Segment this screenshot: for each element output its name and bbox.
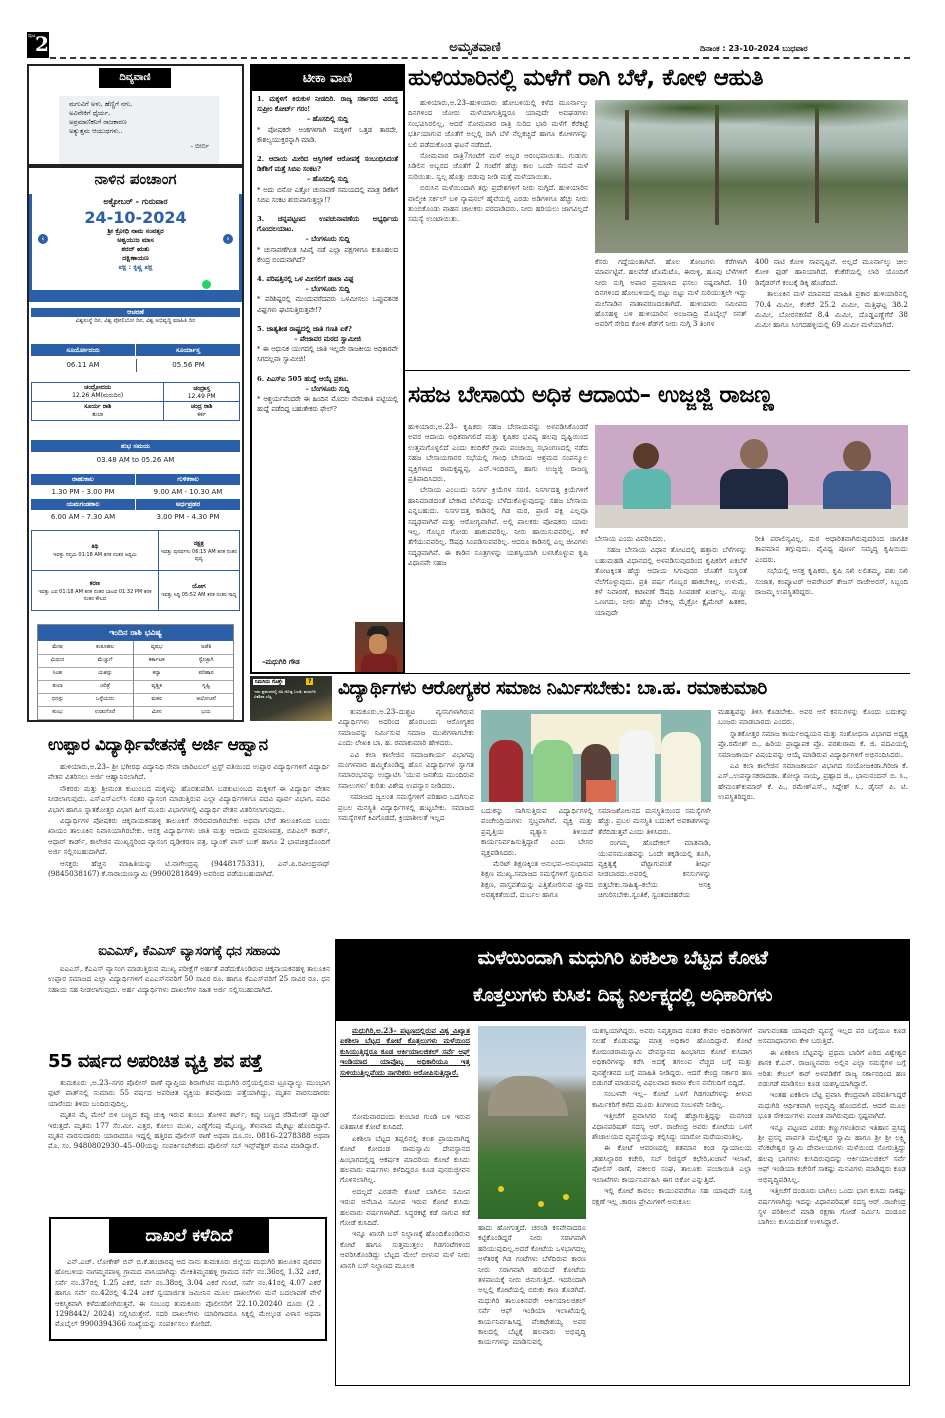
- paragraph: ಏಕಶಿಲಾ ಬೆಟ್ಟದ ತಪ್ಪಲಿನಲ್ಲಿ ಕಲಶ ಪ್ರಾಯವಾಗಿದ್ದ ಕೋಟೆ ಕೋದಂಡ ರಾಮಸ್ವಾಮಿ ದೇವಸ್ಥಾನದ ಹಿಂಭಾಗದಲ್ಲಿದ್ದ ಆಕರ್ಷಕ ಮಾದರಿಯ ಕೋಟೆ ಕುಸಿದು ಹಲವಾರು ವರ್ಷಗಳು ಕಳೆದಿದ್ದರೂ ಕೂಡ ಪುನರುಜ್ಜೀವನ ಗೊಳಿಸಲಾಗಿಲ್ಲ.: [340, 1133, 470, 1185]
- masthead-divider: [50, 57, 910, 59]
- moonset-time: 12.49 PM: [187, 392, 216, 400]
- paragraph: ಅದಲ್ಲದೆ ಎರಡನೇ ಕೋಟೆ ಬಾಗಿಲಿನ ಸಮೀಪ ಇರುವ ಆನೆಬಾವಿ ಸಮೀಪ ಇರುವ ಕೋಟೆ ಕುಸಿದು ಹಲವಾರು ವರ್ಷಗಳಾಗಿದೆ. ಸಿದ್ಧರಕಟ್ಟೆ ಕಡೆ ಸಾಗುವ ಕಡೆ ಗೋಡೆ ಕುಸಿದಿದೆ.: [340, 1186, 470, 1228]
- photo-fort-hill: [478, 1026, 586, 1219]
- yama-label: ಯಮಗಂಡಕಾಲ: [31, 499, 135, 510]
- tithi-label: ತಿಥಿ: [91, 543, 99, 550]
- article-fort-col4: [758, 1026, 906, 1384]
- yama-time: 6.00 AM - 7.30 AM: [50, 513, 116, 521]
- quote-line: ಅಪ್ರಮಾಣಿಕನಿಗೆ ರಾಜಕಾರಣ: [69, 118, 127, 126]
- rashi-box: [37, 624, 234, 720]
- paragraph: ಸಭೆಯಲ್ಲಿ ಆಸಕ್ತ ಕೃಷಿಕರು, ಕೃಷಿ ಸಖಿ ಲಲಿತಮ್ಮ, ಪಶು ಸಖಿ ಸುಜಾತ, ಕಂಪ್ಯೂಟರ್ ಆಪರೇಟರ್ ತೇಜಸ್ ರಾಜೇಅರಸ್, ಸಿಬ್ಬಂದಿ ರಾಜಮ್ಮ ಉಪಸ್ಥಿತರಿದ್ದರು.: [755, 566, 908, 597]
- ad-text: ಇದು ಪ್ರಪಂಚದಲ್ಲಿ ಅತಿ ದೊಡ್ಡ ಬಂಡೆ, ಮಧುಗಿರಿ ಏಕಶಿಲಾ ಬೆಟ್ಟ: [254, 689, 316, 699]
- rashi-sign: ವೃಶ್ಚಿಕ: [134, 680, 180, 693]
- gulika-time: 9.00 AM - 10.30 AM: [153, 488, 223, 496]
- lost-docs-text: [55, 1257, 321, 1339]
- tika-question: 6. ಪಿಎಸ್‌ಐ 505 ಹುದ್ದೆ ಆಯ್ಕೆ ಪ್ರಕಟ.: [257, 374, 349, 383]
- date-line: ದಿನಾಂಕ : 23-10-2024 ಬುಧವಾರ: [700, 44, 808, 53]
- divyavani-box: [27, 64, 244, 166]
- rashi-prediction: ಭಯ: [201, 709, 211, 715]
- ad-badge: ?: [308, 678, 312, 685]
- fort-headline-banner: [335, 939, 910, 1021]
- columnist-photo: [355, 622, 403, 672]
- article-fort-col3: [592, 1026, 752, 1384]
- rashi-sign: ಕರ್ಕಾಟಕ: [134, 654, 180, 667]
- sunrise-label: ಸೂರ್ಯೋದಯ: [31, 344, 135, 356]
- shubha-label: ಶುಭ ಸಮಯ: [31, 440, 240, 452]
- paragraph: ಸೋಮವಾರ ರಾತ್ರಿ7ಗಂಟೆಗೆ ಮಳೆ ಅಬ್ಬರ ಆರಂಭವಾಯಿತು. ಗುಡುಗು ಸಿಡಿಲಿನ ಅಬ್ಬರದ ಜೊತೆಗೆ 2 ಗಂಟೆಗೆ ಹೆಚ್ಚು ಕಾಲ ಒಂದೇ ಸಮನೆ ಮಳೆ ಸುರಿಯಿತು. ಸ್ವಲ್ಪ ಹೊತ್ತು ಬಿಡುವು ನೀಡಿ ಮತ್ತೆ ಮಳೆಯಾಯಿತು.: [408, 151, 588, 181]
- whatsapp-icon[interactable]: [202, 280, 211, 289]
- tika-item: [257, 154, 398, 205]
- paragraph: ಈ ಏಕಶಿಲಾ ಬೆಟ್ಟವನ್ನು ಪ್ರಥಮ ಬಾರಿಗೆ ಏರಿದ ವಿಶ್ವೇಶ್ವರ ಶಾಸಕ ಕೆ.ಎನ್. ರಾಜಣ್ಣನವರು ಅಲ್ಲಿನ ಎಲ್ಲಾ ಸಮಸ್ಯೆಗಳ ಬಗ್ಗೆ ಅರಿತು ಕೇಬಲ್ ಕಾರ್ ಅಳವಡಿಕೆಗೆ ರಾಜ್ಯ ಸರ್ಕಾರದಿಂದ ಹಣ ಬಿಡುಗಡೆ ಮಾಡಿಸಲು ಕೂಡ ಯಶಸ್ವಿಯಾಗಿದ್ದಾರೆ.: [758, 1047, 906, 1089]
- paragraph: ಇತ್ತೀಚೆಗೆ ಪ್ರವಾಸಿಗರ ಸಂಖ್ಯೆ ಹೆಚ್ಚಾಗುತ್ತಿದ್ದನ್ನು ಮನಗಂಡ ವಿಧಾನಪರಿಷತ್ ಸದಸ್ಯ ಆರ್. ರಾಜೇಂದ್ರ ಅವರು ಕೋಟೆಯ ಒಳಗೆ ಶೌಚಾಲಯದ ವ್ಯವಸ್ಥೆಯನ್ನು ಕಲ್ಪಿಸಿದ್ದು ಯಾರೋ ಮರೆಯುವಂತಿಲ್ಲ.: [592, 1111, 752, 1142]
- rashi-row: [38, 680, 233, 693]
- panchanga-blue-band: [29, 290, 242, 302]
- moon-table: [31, 382, 240, 421]
- rashi-row: [38, 706, 233, 719]
- paragraph: ಎನ್.ಎಚ್. ಲೋಕೇಶ್ ಬಿನ್ ಬಿ.ಕೆ.ಹಂಚಾರಪ್ಪ ಆದ ನಾನು ತುಮಕೂರು ಜಿಲ್ಲೆಯ ಮಧುಗಿರಿ ತಾಲೂಕಿನ ಪುರವರ ಹೋಬಳಿಯ ನಾಗಮ್ಮನಪಾಳ್ಯ ಗ್ರಾಮದ ವಾಸಿಯಾಗಿದ್ದು ಮೇಕಿತಿಮ್ಮನಹಳ್ಳಿ ಗ್ರಾಮದ ಸರ್ವೆ ನಂ.36ರಲ್ಲಿ 1.32 ಎಕರೆ, ಸರ್ವೆ ನಂ.37ರಲ್ಲಿ 1.25 ಎಕರೆ, ಸರ್ವೆ ನಂ.38ರಲ್ಲಿ 3.04 ಎಕರೆ ಗುಂಟೆ, ಸರ್ವೆ ನಂ.41ರಲ್ಲಿ 4.07 ಎಕರೆ ಹಾಗೂ ಸರ್ವೆ ನಂ.42ರಲ್ಲಿ 4.24 ಎಕರೆ ಸ್ವಯಾರ್ಜಿತ ಜಮೀನಿನ ಮೂಲ ದಾಖಲೆಗಳು ಮನೆ ಬದಲಾವಣೆ ವೇಳೆ ಆಕಸ್ಮಿಕವಾಗಿ ಕಳೆದುಹೋಗಿರುತ್ತವೆ. ಈ ಸಂಬಂಧ ತುಮಕೂರು ಪೊಲೀಸರಿಗೆ 22.10.20240 ದೂರು (2 . 1298442/ 2024) ಸಲ್ಲಿಸಿರುತ್ತೇನೆ. ಸದರಿ ದಾಖಲೆಗಳು ಯಾರಿಗಾದರೂ ಸಿಕ್ಕಲ್ಲಿ ಮೇಲ್ಕಂಡ ವಿಳಾಸ ಅಥವಾ ಮೊಬೈಲ್ 9900394366 ಸಂಖ್ಯೆಯನ್ನು ಸಂಪರ್ಕಿಸಲು ಕೋರಿದೆ.: [55, 1257, 321, 1329]
- page-number: 2: [35, 32, 49, 56]
- rashi-row: [38, 693, 233, 706]
- tika-vani-box: [250, 64, 405, 674]
- sunrise-time: 06.11 AM: [66, 361, 100, 369]
- tika-question: 1. ಮಕ್ಕಳಿಗೆ ಕಿರುಕುಳ ನೀಡದಿರಿ. ರಾಜ್ಯ ಸರ್ಕಾರದ ವಿರುದ್ಧ ಸುಪ್ರೀಂ ಕೋರ್ಟ್ ಗರಂ!: [257, 95, 398, 114]
- paragraph: ಮೃತನ ಮೈ ಮೇಲೆ ಬಿಳಿ ಬಣ್ಣದ ಕಪ್ಪು ಚುಕ್ಕಿ ಇರುವ ತುಂಬು ತೋಳಿನ ಶರ್ಟ್, ಕಪ್ಪು ಬಣ್ಣದ ರೆಡಿಮೇಡ್ ಪ್ಯಾಂಟ್ ಇರುತ್ತದೆ. ಮೃತನು 177 ಸೆಂ.ಮೀ. ಎತ್ತರ, ಕೋಲು ಮುಖ, ಎಣ್ಣೆಗೆಂಪು ಮೈಬಣ್ಣ, ತೆಳುವಾದ ಮೈಕಟ್ಟು ಹೊಂದಿದ್ದಾನೆ. ಮೃತನ ವಾರಸುದಾರರು ಯಾರಾದರೂ ಇದ್ದಲ್ಲಿ ಹತ್ತಿರದ ಪೊಲೀಸ್ ಠಾಣೆ ಅಥವಾ ದೂ.ಸಂ. 0816–2278388 ಅಥವಾ ಮೊ. ಸಂ. 9480802930–45–00ಯನ್ನು ಸಂಪರ್ಕಿಸಬೇಕೆಂದು ಪೊಲೀಸ್ ಸಬ್ ಇನ್ಸ್‌ಪೆಕ್ಟರ್ ಮನವಿ ಮಾಡಿದ್ದಾರೆ.: [48, 1110, 330, 1151]
- headline-huliyar: ಹುಳಿಯಾರಿನಲ್ಲಿ ಮಳೆಗೆ ರಾಗಿ ಬೆಳೆ, ಕೋಳಿ ಆಹುತಿ: [408, 65, 763, 91]
- article-students-col2: [481, 806, 593, 932]
- rashi-prediction: ಮೆಚ್ಚುಗೆ: [97, 657, 113, 663]
- rashi-prediction: ಯಶಸ್ಸು: [97, 670, 113, 676]
- page-number-badge: [27, 32, 49, 58]
- surya-rashi: ತುಲಾ: [92, 411, 104, 418]
- headline-body-found: 55 ವರ್ಷದ ಅಪರಿಚಿತ ವ್ಯಕ್ತಿ ಶವ ಪತ್ತೆ: [48, 1051, 262, 1072]
- tika-comment: * ಚುನಾವಣೆಗಿಂತ ಸಿಪಿವೈ ನಡೆ ಎಲ್ಲಾ ಪಕ್ಷಗಳಿಗೂ ಕುತೂಹಲದ ಕೇಂದ್ರ ಬಿಂದುವಾಗಿದೆ?: [257, 245, 398, 264]
- page-label: ಪುಟ: [28, 33, 36, 39]
- rahu-time: 1.30 PM - 3.00 PM: [51, 488, 115, 496]
- rashi-table: [38, 641, 233, 720]
- lost-docs-title: ದಾಖಲೆ ಕಳೆದಿದೆ: [109, 1219, 269, 1253]
- chandra-rashi: ಕರ್ಕ: [197, 411, 206, 418]
- columnist-signature: –ಮಧುಗಿರಿ ಗೌಡ: [262, 658, 300, 666]
- tika-source: – ಬೆಂಗಳೂರು ಸುದ್ದಿ: [305, 384, 350, 393]
- article-sahaja-col2: [595, 534, 747, 670]
- panchanga-title: ನಾಳಿನ ಪಂಚಾಂಗ: [94, 170, 177, 188]
- panchanga-line: ಶ್ರೀ ಕ್ರೋಧಿ ನಾಮ ಸಂವತ್ಸರ: [107, 227, 164, 235]
- rashi-prediction: ಸ್ವೇಚ್ಛಾಗಿ: [198, 657, 214, 663]
- paragraph: ತುಮಕೂರು ,ಅ.23–ನಗರ ಪೊಲೀಸ್ ಠಾಣೆ ವ್ಯಾಪ್ತಿಯ ಶಿರಾಗೇಟಿನ ಮಧುಗಿರಿ ರಸ್ತೆಯಲ್ಲಿರುವ ಟ್ರೂವ್ಯಾಲ್ಯು ಮುಂಭಾಗ ಫುಟ್ ಪಾತ್‌ನಲ್ಲಿ ಸುಮಾರು 55 ವರ್ಷದ ಅಪರಿಚಿತ ವ್ಯಕ್ತಿಯ ಶವವೊಂದು ಪತ್ತೆಯಾಗಿದ್ದು, ಮೃತನ ವಾರಸುದಾರರು ಯಾರೆಂದು ತಿಳಿದು ಬಂದಿರುವುದಿಲ್ಲ.: [48, 1078, 330, 1108]
- rashi-prediction: ಉಡುಗೊರೆ: [94, 709, 116, 715]
- tika-question: 2. ಆದಾಯ ಮೀರಿದ ಆಸ್ತಿಗಳಿಕೆ ಆರೋಪಕ್ಕೆ ಸಂಬಂಧಿಸಿದಂತೆ ಡಿಕೆಶಿಗೆ ಮತ್ತೆ ಸಿಬಿಐ ಸಂಕಟ?: [257, 155, 398, 174]
- paragraph: ಬೇಸಾಯ ಎಂದು ವಿವರಿಸಿದರು.: [595, 534, 666, 543]
- paragraph: ಸೋಮವಾರದಂದು ಕುಂಬಾರ ಗುಂಡಿ ಬಳಿ ಇರುವ ಐತಿಹಾಸಿಕ ಕೋಟೆ ಕುಸಿದಿದೆ.: [340, 1112, 470, 1132]
- rashi-sign: ಕನ್ಯಾ: [134, 667, 180, 680]
- paragraph: ಸಂಬಳವೇ ಇಲ್ಲ– ಕೋಟೆ ಒಳಗೆ ಗಿಡಗಂಟೆಗಳನ್ನು ಕೀಳುವ ಕಾರ್ಮಿಕರಿಗೆ ಕಳೆದ ಮೂರು ತಿಂಗಳಿಂದ ಸಂಬಳವೇ ನೀಡಿಲ್ಲ.: [592, 1089, 752, 1109]
- paragraph: ಇನ್ನೂ ಪಟ್ಟಣದ ಎರಡು ಕಣ್ಣುಗಳಂತಿರುವ ಇತಿಹಾಸ ಪ್ರಸಿದ್ಧ ಶ್ರೀ ಪ್ರಸನ್ನ ಪಾರ್ವತಿ ಮಲ್ಲೇಶ್ವರ ಸ್ವಾಮಿ ಹಾಗೂ ಶ್ರೀ ಶ್ರೀ ಲಕ್ಷ್ಮಿ ವೆಂಕಟೇಶ್ವರ ಸ್ವಾಮಿ ದೇವಾಲಯಗಳು ಮಳೆಯಿಂದ ಸೋರುತ್ತಿದ್ದು ಹಲವು ಭಾಗಗಳು ಕುಸಿದಿರುವುದನ್ನು ಆರ್ಕಿಯಾಲಜಿಕಲ್ ಸರ್ವೆ ಆಫ್ ಇಂಡಿಯಾ ಕಚೇರಿಗೆ ಸಾಕಷ್ಟು ಮನವಿಗಳು ಮಾಡಿದ್ದರು ಕೂಡ ಅಭಿವೃದ್ಧಿಪಡಿಸಿಲ್ಲ.: [758, 1122, 906, 1184]
- paragraph: ಹುಳಿಯಾರು,ಅ.23–ಹುಳಿಯಾರು ಹೋಬಳಿಯಲ್ಲಿ ಕಳೆದ ಮೂರ್ನಾಲ್ಕು ದಿನಗಳಿಂದ ಜೋರು ಮಳೆಯಾಗುತ್ತಿದ್ದರೂ ಯಾವುದೇ ಅವಘಡಗಳು ಸಂಭವಿಸಿರಲಿಲ್ಲ, ಆದರೆ ಸೋಮವಾರ ರಾತ್ರಿ ಸುರಿದ ಭಾರಿ ಮಳೆಗೆ ಕೆರೆಕಟ್ಟೆ ಭರ್ತಿಯಾಗುವ ಜೊತೆಗೆ ಅಲ್ಲಲ್ಲಿ ರಾಗಿ ಬೆಳೆ ನೆಲ್ಲಕಚ್ಚಿದೆ ಹಾಗೂ ಕೋಳಿಗಳನ್ನು ಬಲಿ ಪಡೆದುಕೊಂಡ ಘಟನೆ ನಡೆದಿದೆ.: [408, 98, 588, 149]
- paragraph: ಹುಳಿಯಾರು,ಅ.23– ಶ್ರೀ ಭಗೀರಥ ವಿದ್ಯಾನಿಧಿ ಸೇವಾ ಚಾರಿಟಬಲ್ ಟ್ರಸ್ಟ್ ವತಿಯಿಂದ ಉಪ್ಪಾರ ವಿದ್ಯಾರ್ಥಿಗಳಿಗೆ ವಿದ್ಯಾರ್ಥಿ ವೇತನ ವಿತರಿಸಲು ಅರ್ಜಿ ಆಹ್ವಾನಿಸಲಾಗಿದೆ.: [48, 762, 330, 782]
- tika-question: 3. ಚನ್ನಪಟ್ಟಣದ ಉಪಚುನಾವಣೆಯ ಅಭ್ಯರ್ಥಿಯ ಗೊಂದಲಯಾಟ.: [257, 215, 398, 234]
- gulika-label: ಗುಳಿಕಕಾಲ: [136, 474, 240, 485]
- paragraph: ಕೆಸರು ಗದ್ದೆಯಂತಾಗಿವೆ. ಹೊಲ ತೋಟಗಳು ಕೆರೆಗಳಾಗಿ ಮಾರ್ಪಟ್ಟಿವೆ. ಹಲವೆಡೆ ಟೊಮೆಟೊ, ಈರುಳ್ಳಿ, ಹೂವು ಬೆಳೆಗಳಿಗೆ ನೀರು ನುಗ್ಗಿ ಅಪಾರ ಪ್ರಮಾಣದ ಫಸಲು ನಷ್ಟವಾಗಿದೆ. 10 ದಿನಗಳಿಂದ ಹೋಬಳಿಯಲ್ಲಿ ಬಿಟ್ಟು ಬಿಟ್ಟು ಮಳೆ ಸುರಿಯುತ್ತಲೇ ಇದ್ದು ಮಲೆನಾಡಿನ ವಾತಾವರಣದಂತಾಗಿದೆ. ಹುಳಿಯಾರು ಸಮೀಪದ ಹೊಸಹಳ್ಳಿ ಬಳಿ ಹುಳಿಯಾರಿನ ಅಂಜನಾದ್ರಿ ಮೊಬೈಲ್ಸ್ ಸನತ್ ಅವರಿಗೆ ಸೇರಿದ ಕೋಳಿ ಶೆಡ್‌ಗೆ ನೀರು ನುಗ್ಗಿ 3 ತಿಂಗಳ: [595, 257, 747, 329]
- paragraph: ಮಧುಗಿರಿ,ಅ.23– ಪಟ್ಟಣದಲ್ಲಿರುವ ವಿಶ್ವ ವಿಖ್ಯಾತ ಏಕಶಿಲಾ ಬೆಟ್ಟದ ಕೋಟೆ ಕೊತ್ತಲುಗಳು ಮಳೆಯಿಂದ ಕುಸಿಯುತ್ತಿದ್ದರೂ ಕೂಡ ಆರ್ಕಿಯಾಲಜಿಕಲ್ ಸರ್ವೆ ಆಫ್ ಇಂಡಿಯಾದ ಯಾವೊಬ್ಬ ಅಧಿಕಾರಿಯೂ ಇತ್ತ ಸುಳಿಯುತ್ತಿಲ್ಲವೆಂದು ನಾಗರಿಕರು ಆರೋಪಿಸುತ್ತಿದ್ದಾರೆ.: [340, 1026, 470, 1077]
- rashi-prediction: ಪರಿಹಾರ: [198, 670, 214, 676]
- tika-source: – ಬೆಂಗಳೂರು ಸುದ್ದಿ: [305, 285, 350, 294]
- tika-comment: * ಪರಿಶಿಷ್ಟರಲ್ಲಿ ಮುಂದುವರೆದವರು ಒಳಮೀಸಲು ಒಪ್ಪುವತನಕ ವಿಘ್ನಗಳು ಘಟಿಸುತ್ತಿರುತ್ತವೇ!?: [257, 295, 398, 314]
- panchanga-date-card: [29, 194, 242, 298]
- tika-question: 4. ಪರಿಷತ್ತಿನಲ್ಲಿ ಒಳ ಮೀಸಲಿಗೆ ಡಾಟಾ ವಿಘ್ನ: [257, 275, 355, 284]
- article-ias: [48, 964, 330, 1046]
- nakshatra-label: ನಕ್ಷತ್ರ: [193, 539, 204, 547]
- paragraph: ಮಹತ್ವವನ್ನು ತಿಳಿಸಿ ಕೊಡಬೇಕು. ಅವರ ಆಸೆ ಕನಸುಗಳನ್ನು ಕೊಂದು ಬದುಕನ್ನು ಬಂಜರು ಮಾಡಬಾರದು ಎಂದರು.: [718, 707, 908, 727]
- divyavani-title: ದಿವ್ಯವಾಣಿ: [99, 68, 171, 88]
- masthead: [0, 0, 945, 60]
- paragraph: ಈ ಕೋಟೆ ಆವರಣದಲ್ಲಿ ಶತಮಾನ ಕಂಡ ನ್ಯಾಯಾಲಯ ,ತಹಸಿಲ್ದಾರರ ಕಚೇರಿ, ಸಬ್ ರಿಜಿಸ್ಟರ್ ಕಛೇರಿ,ಖಜಾನೆ ಇಲಾಖೆ, ಪೋಲಿಸ್ ಠಾಣೆ, ವಕೀಲರ ಸಂಘ, ತಾಲೂಕು ಪಂಚಾಯಿತಿ ಎಲ್ಲಾ ಇಲಾಖೆಗಳು ಕಾರ್ಯನಿರ್ವಹಿಸಿ ಈಗ ಬಿಕೋ ಎನ್ನುತ್ತಿದೆ.: [592, 1143, 752, 1184]
- paragraph: ಯಶಸ್ವಿಯಾಗಿದ್ದರು. ಅವರು ನಿವೃತ್ತರಾದ ನಂತರ ಕೇವಲ ಅಧಿಕಾರಿಗಳಿಗೆ ಸಲಹೆ ಕೊಡುವಷ್ಟು ಮಾತ್ರ ಅಧಿಕಾರ ಹೊಂದಿದ್ದಾರೆ. ಕೋಟೆ ಕೋದಂಡರಾಮಸ್ವಾಮಿ ದೇವಸ್ಥಾನದ ಹಿಂಭಾಗದ ಕೋಟೆ ಕುಸಿದಾಗ ಅಧಿಕಾರಿಗಳನ್ನು ಕರೆಸಿ ಅದಕ್ಕೆ ತಗಲುವ ವೆಚ್ಚದ ಬಗ್ಗೆ ಮತ್ತು ಪುನಶ್ಚೇತನದ ಬಗ್ಗೆ ಮಾಹಿತಿ ನೀಡಿದ್ದರು. ಆದರೆ ಕೇಂದ್ರ ಸರ್ಕಾರ ಹಣ ಬಿಡುಗಡೆ ಮಾಡುವಲ್ಲಿ ವಿಫಲವಾದ ಕಾರಣ ಕೆಲಸ ನನೆಗುದಿಗೆ ಬಿದ್ದಿದೆ.: [592, 1026, 752, 1088]
- karana-text: ಇವತ್ತು ಬವ 01:18 AM ತನಕ ನಂತರ ಬಾಲವ 01:32 PM ತನಕ ನಂತರ ಕೌಲವ: [38, 588, 152, 602]
- headline-students: ವಿದ್ಯಾರ್ಥಿಗಳು ಆರೋಗ್ಯಕರ ಸಮಾಜ ನಿರ್ಮಿಸಬೇಕು: ಬಾ.ಹ. ರಮಾಕುಮಾರಿ: [338, 678, 767, 699]
- paragraph: ಬಿರುಸಿನ ಮಳೆಯಿಂದಾಗಿ ತಗ್ಗು ಪ್ರದೇಶಗಳಿಗೆ ನೀರು ನುಗ್ಗಿದೆ. ಹುಳಿಯಾರಿನ ವಾಲ್ಮೀಕಿ ಸರ್ಕಲ್ ಬಳಿ ನ್ಯಾಷನಲ್ ಹೈವೆಯಲ್ಲಿ ಎರಡು ಅಡಿಗಳಿಗೂ ಹೆಚ್ಚು ನೀರು ತುಂಬಿಕೊಂಡು ವಾಹನ ಚಾಲಕರು ಪರದಾಡಿದರು. ನೀರು ಹರಿಯಲು ಜಾಗವಿಲ್ಲದೆ ಸಮಸ್ಯೆ ಉಂಟಾಯಿತು.: [408, 183, 588, 224]
- tika-comment: * ಪೋಷಕರೇ ಅಂಕಗಳಿಗಾಗಿ ಮಕ್ಕಳಿಗೆ ಒತ್ತಡ ತಾರದೇ, ಕೌಶಲ್ಯಯುಕ್ತರನ್ನಾಗಿ ಮಾಡಿ.: [257, 125, 398, 144]
- ardha-label: ಅರ್ಧಪ್ರಹರ: [136, 499, 240, 510]
- rashi-sign: ಮಕರ: [134, 693, 180, 706]
- article-sahaja-col1: [408, 422, 588, 670]
- tika-item: [257, 214, 398, 265]
- article-sahaja-col3: [755, 534, 908, 670]
- rashi-sign: ಧನಸ್ಸು: [51, 696, 64, 702]
- article-students-col4: [718, 707, 908, 932]
- rashi-row: [38, 654, 233, 667]
- paragraph: ವಿದ್ಯಾರ್ಥಿಗಳ ಪೋಷಕರು ಚಿಕ್ಕನಾಯಕನಹಳ್ಳಿ ತಾಲೂಕಿಗೆ ಸೇರಿದವರಾಗಿರಬೇಕು ಅಥವಾ ಬೇರೆ ತಾಲೂಕಿನಿಂದ ಬಂದು ಖಾಯಂ ತಾಲೂಕಿನ ನಿವಾಸಿಯಾಗಿರಬೇಕು. ಆಸಕ್ತ ವಿದ್ಯಾರ್ಥಿಗಳು ಜಾತಿ ಮತ್ತು ಆದಾಯ ಪ್ರಮಾಣಪತ್ರ, ಬಿಪಿಎಲ್ ಕಾರ್ಡ್, ಆಧಾರ್ ಕಾರ್ಡ್, ಕಾಲೇಜಿನ ಮುಖ್ಯಸ್ಥರಿಂದ ವ್ಯಾಸಂಗ ದೃಢೀಕರಣ ಪತ್ರ, ಬ್ಯಾಂಕ್ ಪಾಸ್ ಬುಕ್ ಹಾಗೂ 2 ಭಾವಚಿತ್ರದೊಂದಿಗೆ ಅರ್ಜಿ ಸಲ್ಲಿಸಬಹುದಾಗಿದೆ.: [48, 816, 330, 857]
- paksha: ಪಕ್ಷ : ಕೃಷ್ಣ ಪಕ್ಷ: [118, 263, 153, 271]
- moonrise-time: 12.26 AM(ಮರುದಿನ): [72, 392, 124, 399]
- photo-plant-ceremony: [481, 710, 711, 802]
- panchanga-line: ಶರದ್ ಋತು: [121, 245, 150, 253]
- special-day-text: ವಿಶ್ವಸಂಸ್ಥೆ ದಿನ, ವಿಶ್ವ ಪೋಲಿಯೋ ದಿನ, ವಿಶ್ವ ಅಭಿವೃದ್ಧಿ ಮಾಹಿತಿ ದಿನ: [75, 318, 196, 324]
- article-huliyar-col1: [408, 98, 588, 366]
- paragraph: ಐಎಎಸ್, ಕೆಎಎಸ್ ವ್ಯಾಸಂಗ ಮಾಡುತ್ತಿರುವ ಮುಖ್ಯ ಪರೀಕ್ಷೆಗೆ ಅರ್ಹತೆ ಪಡೆದುಕೊಂಡಿರುವ ಚಿಕ್ಕನಾಯಕನಹಳ್ಳಿ ತಾಲೂಕಿನ ಉಪ್ಪಾರ ಸಮಾಜದ ಎಲ್ಲಾ ವಿದ್ಯಾರ್ಥಿಗಳಿಗೆ ಐಎಎಸ್‌ನವರಿಗೆ 50 ಸಾವಿರ ರೂ. ಹಾಗೂ ಕೆಎಎಸ್‌ವರಿಗೆ 25 ಸಾವಿರ ರೂ. ಧನ ಸಹಾಯ ಸಹ ನೀಡಲಾಗುವುದು. ಅರ್ಹ ವಿದ್ಯಾರ್ಥಿಗಳು ದಾಖಲೆಗಳ ಸಹಿತ ಅರ್ಜಿ ಸಲ್ಲಿಸಬಹುದಾಗಿದೆ.: [48, 964, 330, 994]
- photo-meeting: [595, 425, 908, 528]
- paragraph: ವಾಗುವಂತಹ ಯಾವುದೇ ವ್ಯವಸ್ಥೆ ಇಲ್ಲದ ವರ ಬಗ್ಗೆಯೂ ಕೂಡ ಅಸಮಾಧಾನಗಳು ಕೇಳಿ ಬರುತ್ತಿದೆ.: [758, 1026, 906, 1046]
- rashi-sign: ಮೀನ: [134, 706, 180, 719]
- tithi-text: ಇವತ್ತು ಸಪ್ತಮಿ 01:18 AM ತನಕ ನಂತರ ಅಷ್ಟಮಿ: [53, 552, 137, 558]
- headline-sahaja: ಸಹಜ ಬೇಸಾಯ ಅಧಿಕ ಆದಾಯ– ಉಜ್ಜಜ್ಜಿ ರಾಜಣ್ಣ: [408, 382, 774, 408]
- paragraph: ಮೆರಿಟ್ ಶಿಕ್ಷಣಕ್ಕಿಂತ ಅನುಭವ–ಅನುಭಾವದ ಶಿಕ್ಷಣ ಮುಖ್ಯ.ಸಮಾಜದ ಸಮಸ್ಯೆಗಳಿಗೆ ಸ್ಪಂದಿಸುವ ಶಿಕ್ಷಣ, ವಾಸ್ತವತೆಯನ್ನು ಎತ್ತಿತೋರಿಸುವ ಜ್ಞಾನದ ಅವಶ್ಯಕತೆಯಿದೆ. ದುರ್ಬಲ ಹಾಗೂ: [481, 859, 593, 900]
- quote-author: - ಬೀರ್ಬಿ: [190, 142, 209, 150]
- yoga-label: ಯೋಗ: [192, 583, 206, 590]
- paragraph: ಇಂತಹ ಏಕಶಿಲಾ ಬೆಟ್ಟ ಪ್ರವಾಸಿ ಕೇಂದ್ರವಾಗಿ ಪರಿವರ್ತಿಸಿದ್ದರೆ ಮಧುಗಿರಿ ಆರ್ಥಿಕವಾಗಿ ಅಭಿವೃದ್ಧಿ ಹೊಂದಲಿದೆ. ಆದರೆ ಮೂಲ ಭೂತ ಸೌಕರ್ಯಗಳು ವಂಚಿತ ವಾಗಿರುವುದು ಸ್ಪಷ್ಟವಾಗಿದೆ.: [758, 1090, 906, 1121]
- rashi-row: [38, 667, 233, 680]
- quote-line: ಅತ್ಯುತ್ತಮ ಆಯುಧಗಳು..: [69, 127, 123, 135]
- tika-comment: * ಆಶ್ಚರ್ಯವೆಂದರೇ ಈ ಹಿಂದಿನ ಮೊದಲ ನೇಮಕಾತಿ ಪಟ್ಟಿಯಲ್ಲಿ ಹುದ್ದೆ ಪಡೆದಿದ್ದ ಬಹುತೇಕರು ಫೇಲ್?: [257, 395, 398, 414]
- tika-comment: * ಅದು ಬಿನೋ ಎತ್ತೋ ಚುನಾವಣೆ ಸಮಯದಲ್ಲಿ ಮಾತ್ರ ಡಿಕೆಶಿಗೆ ಸಿಬಿಐ ಸಂಕಟ ಶುರುವಾಗುತ್ತಲ್ಲಾ!?: [257, 185, 398, 204]
- divyavani-quote: [59, 96, 219, 164]
- article-huliyar-col3: [755, 257, 908, 369]
- tika-question: 5. ಜಾತ್ಯತೀತ ರಾಷ್ಟ್ರದಲ್ಲಿ ಜಾತಿ ಗಣತಿ ಏಕೆ?: [257, 324, 352, 333]
- paragraph: ಸಮಾಜಶೋಲನದ ಮನಸ್ಥಿತಿಯಿಂದ ಸಮಸ್ಯೆಗಳೇ ಹೆಚ್ಚು. ಪ್ರಬಲ ಮನಸ್ಥಿತಿ ಬದುಕಿಗೆ ಅವಕಾಶಗಳನ್ನು ತೆರೆದಿಡುತ್ತವೆ ಎಂದು ತಿಳಿಸಿದರು.: [598, 806, 711, 836]
- article-students-col3: [598, 806, 711, 932]
- rashi-prediction: ಆಲೋಚನೆ: [196, 696, 216, 702]
- rashi-sign: ಮೇಷ: [52, 643, 63, 650]
- rashi-sign: ವೃಷಭ: [134, 641, 180, 654]
- sunset-time: 05.56 PM: [136, 359, 240, 372]
- tika-source: – ಹೊಸದಿಲ್ಲಿ ಸುದ್ದಿ: [306, 175, 349, 184]
- rashi-title: ಇಂದಿನ ರಾಶಿ ಭವಿಷ್ಯ: [38, 625, 233, 641]
- moonrise-label: ಚಂದ್ರೋದಯ: [84, 384, 112, 391]
- tika-item: [257, 274, 398, 315]
- divider: [335, 673, 910, 674]
- rashi-prediction: ಅಡೆತಿ: [200, 643, 212, 650]
- paragraph: ರೀತಿ ಪರಾಲಿನ್ಯವಿಲ್ಲ. ಮರ ಆಧಾರಿತವಾಗಿರುವುದರಿಂದ ಜಾಗತಿಕ ತಾಪಮಾನ ತಗ್ಗುವುದು. ವೈವಿಧ್ಯ ಪೂರ್ಣ ಸಮೃದ್ಧ ಕೃಷಿಯಿದು ಎಂದರು.: [755, 534, 908, 564]
- paragraph: ತುಮಕೂರು,ಅ.23–ದುಶ್ಚಟ ವ್ಯಸನಿಗಳಾಗಿರುವ ವಿದ್ಯಾರ್ಥಿಗಳು ಅದರಿಂದ ಹೊರಬಂದು ಆರೋಗ್ಯಕರ ಸಮಾಜವನ್ನು ನಿರ್ಮಿಸುವ ಸಮಾಜ ಮುಖಿಗಳಾಗಬೇಕು ಎಂದು ಲೇಖಕಿ ಬಾ. ಹ. ರಮಾಕುಮಾರಿ ಹೇಳಿದರು.: [338, 707, 474, 748]
- photo-flooded-field: [595, 100, 908, 253]
- paragraph: ಇತ್ತೀಚೆಗೆ ದಂಡೂರು ಬಾಗಿಲು ಒಂದು ಭಾಗ ಕುಸಿದು ಸಾಕಷ್ಟು ವರ್ಷಗಳಾಗಿದ್ದು ಇದನ್ನು ವಿಧಾನಪರಿಷತ್ ಸದಸ್ಯ ಆರ್ .ರಾಜೇಂದ್ರ ಸ್ಥಳ ಪರಿಶೀಲನೆ ಮಾಡಿ ರಕ್ಷಣಾ ಗೋಡೆ ನಿರ್ಮಿಸಿ ದಂಡೂರ ಬಾಗಿಲು ಕುಸಿಯದಂತೆ ಉಳಿಸಿದ್ದಾರೆ.: [758, 1186, 906, 1227]
- rashi-prediction: ಸೃಷ್ಟಿ: [202, 683, 211, 689]
- article-students-col1: [338, 707, 474, 932]
- paragraph: 400 ನಾಟಿ ಕೋಳಿ ಸಾವನ್ನಪ್ಪಿವೆ. ಅಲ್ಲದೆ ಮೂರ್ನಾಲ್ಕು ಚೀಲ ಕೋಳಿ ಫುಡ್ ಹಾನಿಯಾಗಿದೆ. ಕೆಂಕೆರೆಯಲ್ಲಿ ಲಾರಿ ಯೊಂದಿಗೆ ಡಿವೈಡರ್‌ಗೆ ಕಂಬಕ್ಕೆ ಡಿಕ್ಕಿ ಹೊಡೆದಿದೆ.: [755, 257, 908, 287]
- ad-title: ನಿಮಗಿದು ಗೊತ್ತೇ: [255, 679, 283, 685]
- headline-fort-line2: ಕೊತ್ತಲುಗಳು ಕುಸಿತ: ದಿವ್ಯ ನಿರ್ಲಕ್ಷ್ಯದಲ್ಲಿ ಅಧಿಕಾರಿಗಳು: [473, 985, 772, 1006]
- shubha-time: 03.48 AM to 05.26 AM: [96, 456, 175, 464]
- rashi-sign: ಮಿಥುನ: [50, 657, 65, 663]
- tithi-table: [31, 530, 240, 611]
- tika-vani-title: ಟೀಕಾ ವಾಣಿ: [252, 66, 403, 91]
- paragraph: ಹಾದು ಹೋಗುತ್ತದೆ. ಚರಂಡಿ ಕಸವೇನಾದರೂ ಕಟ್ಟಿಕೊಂಡಿದ್ದರೆ ನೀರು ಸರಾಗವಾಗಿ ಹರಿಯುವುದಿಲ್ಲ.ಅದರೆ ಕೋಟೆಯ ಒಳಭಾಗದಲ್ಲ ಅಳೆತರಕ್ಕೆ ಗಿಡ ಗಂಟೆಗಳು ಬೆಳೆದಿರುವ ಕಾರಣ ನೀರು ಸರಾಗವಾಗಿ ಹರಿಯದೆ ಕೋಟೆಯ ತಳಪಾಯಕ್ಕೆ ನೀರು ಜಿನುಗುತ್ತಿದೆ. ಇದರಿಂದಾಗಿ ಅಲ್ಲಲ್ಲಿ ಕೋಟೆಯಲ್ಲಿ ಬಿರುಕು ಕಾಣ ತೊಡಗಿದೆ. ಮಧುಗಿರಿ ತಾಲೂಕಿನವರೇ ಆರ್ಕಿಯಾಲಜಿಕಲ್ ಸರ್ವೆ ಆಫ್ ಇಂಡಿಯಾ ಇಲಾಖೆಯಲ್ಲಿ ಕಾರ್ಯನಿರ್ವಹಿಸಿದ್ದ ವೆಂಕಟೇಶಯ್ಯ ಅವರ ಕಾಲದಲ್ಲಿ ಬೆಟ್ಟಕ್ಕೆ ಹಲವಾರು ಅಭಿವೃದ್ಧಿ ಕಾರ್ಯಗಳನ್ನು ಮಾಡಿಸುವಲ್ಲಿ: [478, 1223, 586, 1347]
- tika-source: – ಪೇಜಾವರ ಮಠದ ಸ್ವಾಮೀಜಿ: [294, 335, 361, 344]
- paragraph: ಇಲ್ಲಿ ಕೋಟೆ ಕಾವಲು ಕಾಯುವವರೆಗೂ ಸಹ ಯಾವುದೇ ಸೂಕ್ತ ರಕ್ಷಣೆ ಇಲ್ಲ .ಕಾರಣ ಪ್ರೇಮಿಗಳಿಗೆ ಅನುಕೂಲ: [592, 1186, 752, 1206]
- headline-fort-line1: ಮಳೆಯಿಂದಾಗಿ ಮಧುಗಿರಿ ಏಕಶಿಲಾ ಬೆಟ್ಟದ ಕೋಟೆ: [477, 947, 768, 969]
- paragraph: ಹುಳಿಯಾರು,ಅ.23– ಕೃಷಿಕರು ಸಹಜ ಬೇಸಾಯವನ್ನು ಅಳವಡಿಸಿಕೊಂಡರೆ ಅವರ ಆದಾಯ ಅಧಿಕವಾಗಲಿದೆ ಮತ್ತು ಕೃಷಿಕರ ಭವಿಷ್ಯ ಹಲವು ದೃಷ್ಟಿಯಿಂದ ಉತ್ತಮಗೊಳ್ಳಲಿದೆ ಎಂದು ಕಂದಿಕೆರೆ ಗ್ರಾಮ ಪಂಚಾಯ್ತಿ ಸಭಾಂಗಣದಲ್ಲಿ ನಡೆದ ಸಹಜ ಬೇಸಾಯಗಾರರ ಸಭೆಯಲ್ಲಿ ಗಾಂಧಿ ಬೇಸಾಯ ಆಶ್ರಮದ ಸಂಪನ್ಮೂಲ ವ್ಯಕ್ತಿಗಳಾದ ರಾಮಕೃಷ್ಣಪ್ಪ, ಎನ್.ಇಂದಿರಮ್ಮ ಹಾಗು ಉಜ್ಜಜ್ಜಿ ರಾಜಣ್ಣ ಪ್ರತಿಪಾದಿಸಿದರು.: [408, 422, 588, 484]
- rahu-label: ರಾಹುಕಾಲ: [31, 474, 135, 485]
- rashi-prediction: ಒಳ್ಳೆಯದು: [95, 696, 115, 702]
- karana-label: ಕರಣ: [89, 579, 100, 587]
- paragraph: ಆಸಕ್ತರು ಹೆಚ್ಚಿನ ಮಾಹಿತಿಯನ್ನು ಟಿ.ನಾಗೇಂದ್ರಪ್ಪ (9448175331), ಎನ್.ಪಿ.ರವೀಂದ್ರನಾಥ್ (9845038167) ಕೆ.ನಾರಾಯಣಸ್ವಾಮಿ (9900281849) ಅವರಿಂದ ಪಡೆಯಬಹುದಾಗಿದೆ.: [48, 858, 330, 879]
- tika-comment: * ಈ ಆಧುನಿಕ ಯುಗದಲ್ಲಿ ಜಾತಿ ಇಲ್ಲದೇ ರಾಜಕೀಯ ಅಧಿಕಾರವೇ ಸಿಗದಲ್ಲವಾ ಸ್ವಾಮೀಜಿ!: [257, 345, 398, 364]
- article-huliyar-col2: [595, 257, 747, 369]
- tika-vani-list: [252, 91, 403, 426]
- panchanga-line: ದಕ್ಷಿಣಾಯಣ: [122, 254, 149, 262]
- paragraph: ಸ್ನಾತಕೋತ್ತರ ಸಮಾಜ ಕಾರ್ಯಅಧ್ಯಯನ ಮತ್ತು ಸಂಶೋಧನಾ ವಿಭಾಗದ ಅಧ್ಯಕ್ಷ ಪ್ರೊ.ರಮೇಶ್ ಬಿ., ಹಿರಿಯ ಪ್ರಾಧ್ಯಾಪಕ ಪ್ರೊ. ಪರಶುರಾಮ ಕೆ. ಜಿ. ಪದವಿಯಲ್ಲಿ ಸಮಾಜಕಾರ್ಯ ವಿಷಯವನ್ನು ಆಯ್ಕೆ ಮಾಡಿರುವ ವಿದ್ಯಾರ್ಥಿಗಳಿಗೆ ಅಭಿನಂದಿಸಿದರು.: [718, 728, 908, 759]
- paragraph: ಬದುಕನ್ನು ಸಾಗಿಸುತ್ತಿರುವ ವಿದ್ಯಾರ್ಥಿಗಳಲ್ಲಿ ಪಂಚೇಂದ್ರಿಯಗಳು ಸ್ತಬ್ಧವಾಗಿವೆ. ವ್ಯಕ್ತಿ ಮತ್ತು ಪ್ರವೃತ್ತಿಯ ವ್ಯತ್ಯಾಸ ತಿಳಿಯದೆ ಕಾರ್ಯನಿರ್ವಹಿಸುತ್ತಿದ್ದಾರೆ ಎಂದು ಬೇಸರ ವ್ಯಕ್ತಪಡಿಸಿದರು.: [481, 806, 593, 857]
- yoga-text: ಇವತ್ತು ಸಿದ್ಧಿ 05:52 AM ತನಕ ನಂತರ ಸಾಧ್ಯ: [161, 592, 237, 598]
- rashi-row: [38, 641, 233, 654]
- paragraph: ಎವಿ ಕಲಾ ಕಾಲೇಜಿನ ಸಮಾಜಕಾರ್ಯ ವಿಭಾಗದ ಸಂಯೋಜಕಿಡಾ.ಗಿರಿಜಾ ಕೆ. ಎಸ್.,ಉಪನ್ಯಾಸಕರಾದಡಾ. ತೋಲ್ಯಾ ನಾಯ್ಕ, ಪ್ರಹ್ಲಾದ ಜಿ., ಭಾನುನಂದನ್ ಬಿ. ಸಿ., ಹೇಮಂತ್‌ಕುಮಾರ್ ಕೆ. ಪಿ., ರಮೇಶ್‌ಎಸ್., ಸಿದ್ದೇಶ್ ಸಿ., ಡೈಸನ್ ಪಿ. ಟಿ. ಉಪಸ್ಥಿತರಿದ್ದರು.: [718, 761, 908, 802]
- article-fort-col1: [340, 1112, 470, 1384]
- surya-rashi-label: ಸೂರ್ಯ ರಾಶಿ: [84, 403, 112, 410]
- nakshatra-text: ಇವತ್ತು ಪುನರ್ವಸು 06:15 AM ತನಕ ನಂತರ ಪುಷ್ಯ: [160, 548, 237, 562]
- lost-documents-notice: [49, 1217, 327, 1341]
- paragraph: ರಂಗಮ್ಮ ಹೊದೇಕಲ್ ಮಾತನಾಡಿ, ಯುವಸಮೂಹವನ್ನು ಒಂದೇ ತಕ್ಕಡಿಯಲ್ಲಿ ತೂಗಿ, ವ್ಯಕ್ತಿತ್ವಕ್ಕೆ ಪೆಟ್ಟಾಗುವಂತೆ ತೀರ್ಪು ನೀಡಬಾರದು.ಅವರಲ್ಲಿ ಕನಸುಗಳನ್ನು ಬಿತ್ತಬೇಕು.ಸಾಹಿತ್ಯ–ಕಲೆಯ ಆಸಕ್ತಿ ಚಿಗುರಿಸಬೇಕು.ಸ್ವಂತಿಕೆ, ಸ್ವಂತದಚಹರೆಯ: [598, 838, 711, 900]
- quote-line: ಮಗುವಿಗೆ ಅಳು, ಹೆಣ್ಣಿಗೆ ನಗು,: [69, 100, 133, 108]
- paragraph: ಎವಿ ಕಲಾ ಕಾಲೇಜಿನ ಸಮಾಜಕಾರ್ಯ ವಿಭಾಗವು ಮಂಗಳವಾರ ಹಮ್ಮಿಕೊಂಡಿದ್ದ ಹೊಸ ವಿದ್ಯಾರ್ಥಿಗಳ ಸ್ವಾಗತ ಸಮಾರಂಭವನ್ನು ಉದ್ಘಾಟಿಸಿ 'ಯುವ ಜನತೆಯ ಮುಂದಿರುವ ಸವಾಲುಗಳು' ಕುರಿತು ವಿಶೇಷ ಉಪನ್ಯಾಸ ನೀಡಿದರು.: [338, 749, 474, 790]
- article-fort-lead: [340, 1026, 470, 1110]
- tika-item: [257, 374, 398, 415]
- quote-line: ಅವಿವೇಕಿಗೆ ಧೈರ್ಯ,: [69, 109, 111, 117]
- paragraph: ಸಹಜ ಬೇಸಾಯ ವಿಧಾನ ತೋಟದಲ್ಲಿ ಹತ್ತಾರು ಬೆಳೆಗಳನ್ನು ಬಹುಮಹಡಿ ವಿಧಾನದಲ್ಲಿ ಅಳವಡಿಸುವುದರಿಂದ ಕೃಷಿಕರಿಗೆ ಏಕಬೆಳೆ ತೋಟಕ್ಕಿಂತ ಹೆಚ್ಚು ಆದಾಯ ಸಿಗುವುದರ ಜೊತೆಗೆ ಸುಸ್ಥಿರತೆ ನೆಲೆಗೊಳ್ಳುವುದು. ಪ್ರತಿ ವರ್ಷ ಗೊಬ್ಬರ ಹಾಕಬೇಕಿಲ್ಲ. ಉಳುಮೆ, ಕಳೆ ನಿವಾರಣೆ, ಕಟಾವಣೆ ಔಷಧಿ ಸಿಂಪಡಣೆ ಖರ್ಚಿಲ್ಲ. ಮಣ್ಣು ಒಣಗದು, ನೀರು ಹೆಚ್ಚು ಬೇಕಿಲ್ಲ ಮೈಕ್ರೋ ಕ್ಲೈಮೇಟ್ ಹಿತಕರ, ಯಾವುದೇ: [595, 545, 747, 617]
- paragraph: ಸಮಾಜದ ಜ್ವಲಂತ ಸಮಸ್ಯೆಗಳಿಗೆ ಪರಿಹಾರ ಒದಗಿಸುವ ಪ್ರಬಲ ಮನಸ್ಥಿತಿ ವಿದ್ಯಾರ್ಥಿಗಳಲ್ಲಿ ಹುಟ್ಟಬೇಕು. ಸಮಾಜದ ಸಮಸ್ಯೆಗಳಿಗೆ ಕಿವಿಗೊಡದೆ, ಕ್ರಿಯಾಶೀಲತೆ ಇಲ್ಲದ: [338, 792, 474, 823]
- month-day: ಅಕ್ಟೋಬರ್ - ಗುರುವಾರ: [103, 197, 168, 206]
- tika-source: – ಬೆಂಗಳೂರು ಸುದ್ದಿ: [305, 235, 350, 244]
- headline-scholarship: ಉಪ್ಪಾರ ವಿದ್ಯಾರ್ಥಿವೇತನಕ್ಕೆ ಅರ್ಜಿ ಆಹ್ವಾನ: [48, 735, 268, 755]
- rashi-prediction: ಕುತೂಹಲ: [96, 643, 115, 650]
- headline-ias: ಐಎಎಸ್, ಕೆಎಎಸ್ ವ್ಯಾಸಂಗಕ್ಕೆ ಧನ ಸಹಾಯ: [98, 943, 280, 959]
- chandra-rashi-label: ಚಂದ್ರ ರಾಶಿ: [190, 403, 213, 410]
- paragraph: ಬೇಸಾಯ ಎಂಬುದು ನಿಸರ್ಗ ಕ್ರಿಯೆಗಳ ಸರಣಿ. ನಿಸರ್ಗದತ್ತ ಕ್ರಿಯೆಗಳಿಗೆ ಹಾನಿಮಾಡದಂತೆ ಬೇಕಾದ ಬೆಳೆಯನ್ನು ಬೆಳೆದುಕೊಳ್ಳುವುದನ್ನು ಸಹಜ ಬೇಸಾಯ ಎನ್ನಬಹುದು. ನಿಸರ್ಗದತ್ತ ಕಾಡಿನಲ್ಲಿ ಗಿಡ ಮರ, ಪ್ರಾಣಿ ಪಕ್ಷಿ ಎಲ್ಲವೂ ಸದೃಢವಾಗಿವೆ ಮತ್ತು ಆರೋಗ್ಯವಾಗಿವೆ. ಅಲ್ಲಿ ಪಾಲಕರು ಪೋಷಕರು ಯಾರು ಇಲ್ಲ. ಗೊಬ್ಬರ ಗೋಡು ಹಾಕುವವರಿಲ್ಲ. ನೀರು ಹಾಯಿಸುವವರಿಲ್ಲ. ಕಳೆ ತೆಗೆಯುವವರಿಲ್ಲ. ಔಷಧಿ ಸಿಂಪಡಿಸುವವರಿಲ್ಲ. ಆದರೂ ಕಾಡಿನಲ್ಲಿ ಎಲ್ಲ ಜೀವಿಗಳು ಸದೃಢವಾಗಿವೆ. ಈ ಕಾಡಿನ ಸೂತ್ರಗಳನ್ನು ಯಶಸ್ವಿಯಾಗಿ ಬಳಸಿಕೊಳ್ಳುವ ಕೃಷಿ ವಿಧಾನವೇ ಸಹಜ: [408, 485, 588, 568]
- article-fort-col2: [478, 1223, 586, 1384]
- moonset-label: ಚಂದ್ರಾಸ್ತ: [193, 384, 211, 392]
- sunset-label: ಸೂರ್ಯಾಸ್ತ: [136, 344, 240, 356]
- tika-source: – ಹೊಸದಿಲ್ಲಿ ಸುದ್ದಿ: [306, 115, 349, 124]
- tika-item: [257, 324, 398, 365]
- paper-name: ಅಮೃತವಾಣಿ: [449, 40, 501, 55]
- article-body-found: [48, 1078, 330, 1206]
- article-scholarship: [48, 762, 330, 942]
- paragraph: ಇನ್ನೂ ಖಾಸಗಿ ಬಸ್ ನಿಲ್ದಾಣಕ್ಕೆ ಹೊಂದಿಕೊಂಡಿರುವ ಕೋಟೆ ಹಾಗೂ ಸುತ್ತಮುತ್ತಲು ಗಿಡಗಂಟೆಗಳಿಂದ ಆವರಿಸಿಕೊಂಡಿದ್ದು ಬೆಟ್ಟದ ಮೇಲೆ ಬೀಳುವ ಮಳೆ ನೀರು ಖಾಸಗಿ ಬಸ್ ನಿಲ್ದಾಣದ ಮೂಲಕ: [340, 1229, 470, 1270]
- rashi-prediction: ಚರಿತ್ರೆ: [100, 683, 111, 689]
- rashi-sign: ಸಿಂಹ: [52, 670, 63, 676]
- tika-item: [257, 94, 398, 145]
- panchanga-line: ಅಶ್ವಯುಜ ಮಾಸ: [117, 236, 154, 244]
- next-arrow-button[interactable]: ›: [223, 234, 233, 244]
- prev-arrow-button[interactable]: ‹: [38, 234, 48, 244]
- paragraph: ನೌಕರರು ಮತ್ತು ಶ್ರೀಮಂತ ಕುಟುಂಬದ ಮಕ್ಕಳನ್ನು ಹೊರತುಪಡಿಸಿ ಬಡಕುಟುಂಬದ ಮಕ್ಕಳಿಗೆ ಈ ವಿದ್ಯಾರ್ಥಿ ವೇತನ ನೀಡಲಾಗುವುದು. ಎಸ್‌ಎಸ್‌ಎಲ್‌ಸಿ ನಂತರ ವ್ಯಾಸಂಗ ಮಾಡುತ್ತಿರುವ ಎಲ್ಲಾ ವಿದ್ಯಾರ್ಥಿಗಳಿಗೂ ಪದವಿ ಪೂರ್ವ ವಿಭಾಗ, ಪದವಿ ವಿಭಾಗ ಹಾಗೂ ಸ್ನಾತಕೋತ್ತರ ವಿಭಾಗ ಹೀಗೆ ಮೂರು ವಿಭಾಗಗಳಲ್ಲಿ ವಿದ್ಯಾರ್ಥಿ ವೇತನ ವಿತರಿಸಲಾಗುವುದು.: [48, 783, 330, 814]
- ardha-time: 3.00 PM - 4.30 PM: [156, 513, 220, 521]
- paragraph: ತಾಲೂಕಿನ ಮಳೆ ಮಾಪನದ ಮಾಹಿತಿ ಪ್ರಕಾರ ಹುಳಿಯಾರಿನಲ್ಲಿ 70.4 ಮಿಮೀ, ಕೆಂಕೆರೆ 25.2 ಮಿಮೀ, ಮತ್ತಿಘಟ್ಟ 38.2 ಮಿಮೀ, ಬೋರನಕಣಿವೆ 8.4 ಮಿಮೀ, ದೊಡ್ಡಎಣ್ಣೆಗೆರೆ 38 ಮಿಮೀ ಹಾಗೂ ಸಿಂಗದಹಳ್ಳಿಯಲ್ಲಿ 69 ಮಿಮೀ ಮಳೆಯಾಗಿದೆ.: [755, 289, 908, 330]
- panchanga-box: [27, 166, 244, 722]
- panchanga-date: 24-10-2024: [84, 208, 187, 227]
- did-you-know-ad[interactable]: [250, 676, 332, 721]
- rashi-sign: ಕುಂಭ: [52, 709, 63, 715]
- special-day-label: ಆಚರಣೆ: [31, 308, 240, 317]
- rashi-sign: ತುಲಾ: [52, 683, 63, 689]
- divider: [405, 370, 910, 371]
